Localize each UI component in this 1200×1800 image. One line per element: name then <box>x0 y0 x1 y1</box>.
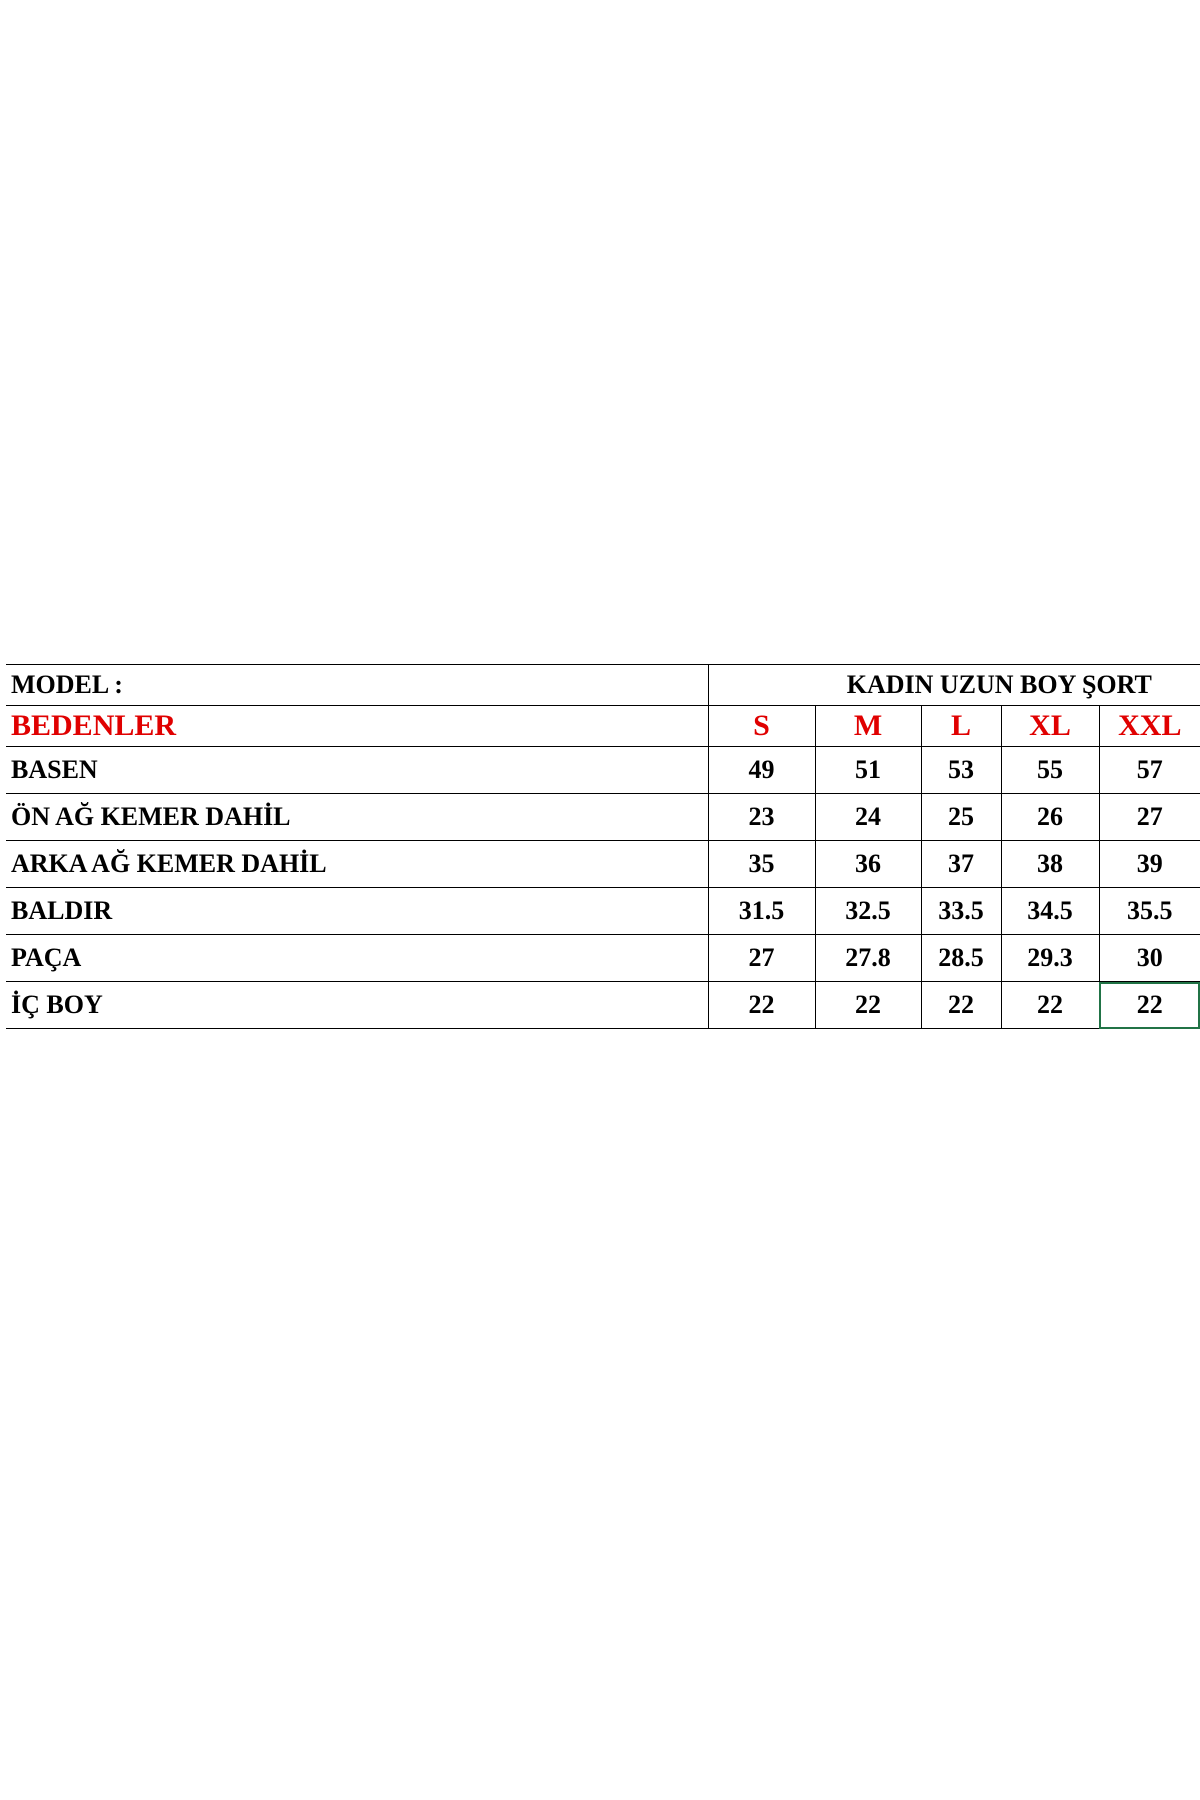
table-cell[interactable]: 28.5 <box>921 935 1001 982</box>
row-label[interactable]: BALDIR <box>6 888 708 935</box>
row-label[interactable]: ÖN AĞ KEMER DAHİL <box>6 794 708 841</box>
table-row <box>6 982 1200 1029</box>
table-cell[interactable]: 34.5 <box>1001 888 1099 935</box>
table-cell[interactable]: 22 <box>708 982 815 1029</box>
table-cell[interactable]: 53 <box>921 747 1001 794</box>
table-cell[interactable]: 35 <box>708 841 815 888</box>
model-row <box>6 665 1200 706</box>
row-label[interactable]: PAÇA <box>6 935 708 982</box>
table-cell[interactable]: 22 <box>815 982 921 1029</box>
sizes-header-row <box>6 706 1200 747</box>
table-row <box>6 794 1200 841</box>
table-cell[interactable]: 32.5 <box>815 888 921 935</box>
row-label[interactable]: BASEN <box>6 747 708 794</box>
table-row <box>6 841 1200 888</box>
table-cell[interactable]: 55 <box>1001 747 1099 794</box>
size-header-xl[interactable]: XL <box>1001 706 1099 747</box>
product-name[interactable]: KADIN UZUN BOY ŞORT <box>708 665 1200 706</box>
table-row <box>6 888 1200 935</box>
size-header-l[interactable]: L <box>921 706 1001 747</box>
table-cell[interactable]: 35.5 <box>1099 888 1200 935</box>
table-cell[interactable]: 22 <box>921 982 1001 1029</box>
table-row <box>6 935 1200 982</box>
table-cell[interactable]: 38 <box>1001 841 1099 888</box>
size-header-xxl[interactable]: XXL <box>1099 706 1200 747</box>
table-cell[interactable]: 33.5 <box>921 888 1001 935</box>
row-label[interactable]: İÇ BOY <box>6 982 708 1029</box>
table-row <box>6 747 1200 794</box>
table-cell[interactable]: 26 <box>1001 794 1099 841</box>
table-cell[interactable]: 27 <box>1099 794 1200 841</box>
row-label[interactable]: ARKA AĞ KEMER DAHİL <box>6 841 708 888</box>
selected-table-cell[interactable]: 22 <box>1099 982 1200 1029</box>
table-cell[interactable]: 37 <box>921 841 1001 888</box>
sizes-label[interactable]: BEDENLER <box>6 706 708 747</box>
table-cell[interactable]: 27.8 <box>815 935 921 982</box>
table-cell[interactable]: 25 <box>921 794 1001 841</box>
table-cell[interactable]: 57 <box>1099 747 1200 794</box>
table-cell[interactable]: 30 <box>1099 935 1200 982</box>
table-cell[interactable]: 23 <box>708 794 815 841</box>
table-cell[interactable]: 27 <box>708 935 815 982</box>
table-cell[interactable]: 51 <box>815 747 921 794</box>
size-chart-table <box>6 664 1200 1029</box>
table-cell[interactable]: 31.5 <box>708 888 815 935</box>
table-cell[interactable]: 24 <box>815 794 921 841</box>
size-header-s[interactable]: S <box>708 706 815 747</box>
table-cell[interactable]: 22 <box>1001 982 1099 1029</box>
size-header-m[interactable]: M <box>815 706 921 747</box>
model-label[interactable]: MODEL : <box>6 665 708 706</box>
table-cell[interactable]: 36 <box>815 841 921 888</box>
table-cell[interactable]: 39 <box>1099 841 1200 888</box>
table-cell[interactable]: 29.3 <box>1001 935 1099 982</box>
table-cell[interactable]: 49 <box>708 747 815 794</box>
